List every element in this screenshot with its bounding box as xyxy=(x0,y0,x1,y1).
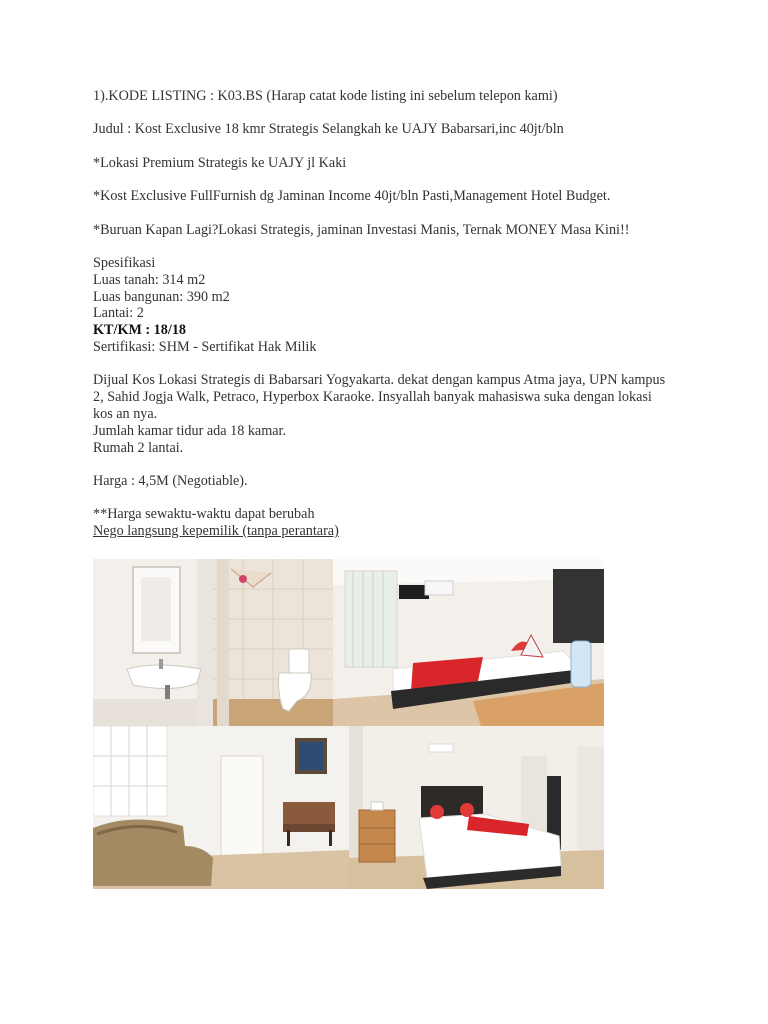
photo-collage xyxy=(93,559,604,889)
photo-bedroom xyxy=(333,559,604,726)
spec-rooms: KT/KM : 18/18 xyxy=(93,322,187,339)
photo-sink xyxy=(93,559,213,726)
listing-document xyxy=(93,88,673,540)
photo-bedroom-2 xyxy=(349,726,604,889)
price-note: **Harga sewaktu-waktu dapat berubah xyxy=(93,506,315,523)
bullet-income: *Kost Exclusive FullFurnish dg Jaminan Income 40jt/bln Pasti,Management Hotel Budget. xyxy=(93,188,611,205)
spec-certificate: Sertifikasi: SHM - Sertifikat Hak Milik xyxy=(93,338,317,355)
description-floors: Rumah 2 lantai. xyxy=(93,439,184,456)
description-paragraph: Dijual Kos Lokasi Strategis di Babarsari Yogyakarta. dekat dengan kampus Atma jaya, UPN kampus 2, Sahid Jogja Walk, Petraco, Hyperbox Karaoke. Insyallah banyak mahasiswa suka dengan lokasi kos an nya. xyxy=(93,372,666,422)
nego-note: Nego langsung kepemilik (tanpa perantara) xyxy=(93,523,339,540)
photo-living-room xyxy=(93,726,349,889)
spec-floors: Lantai: 2 xyxy=(93,305,144,322)
description-bedrooms: Jumlah kamar tidur ada 18 kamar. xyxy=(93,422,287,439)
photo-toilet xyxy=(213,559,333,726)
bullet-location: *Lokasi Premium Strategis ke UAJY jl Kaki xyxy=(93,154,347,171)
spec-heading: Spesifikasi xyxy=(93,254,156,271)
spec-land-area: Luas tanah: 314 m2 xyxy=(93,271,206,288)
price: Harga : 4,5M (Negotiable). xyxy=(93,472,248,489)
listing-title: Judul : Kost Exclusive 18 kmr Strategis Selangkah ke UAJY Babarsari,inc 40jt/bln xyxy=(93,121,564,138)
bullet-promo: *Buruan Kapan Lagi?Lokasi Strategis, jaminan Investasi Manis, Ternak MONEY Masa Kini!! xyxy=(93,221,630,238)
listing-code: 1).KODE LISTING : K03.BS (Harap catat kode listing ini sebelum telepon kami) xyxy=(93,88,558,104)
spec-building-area: Luas bangunan: 390 m2 xyxy=(93,288,230,305)
